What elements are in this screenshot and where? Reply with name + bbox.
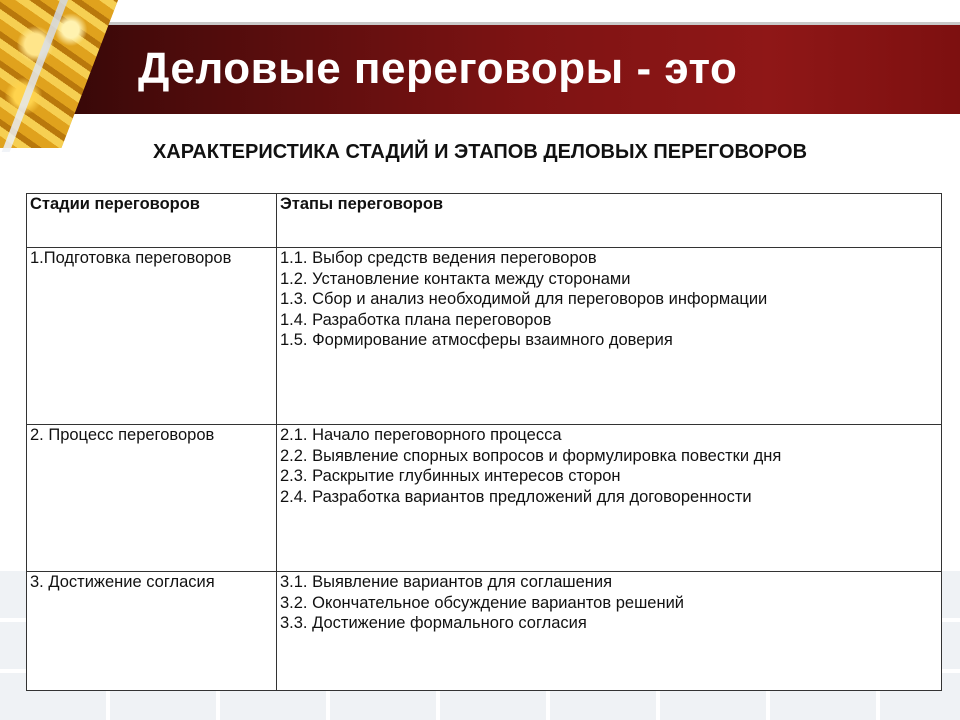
- table-row: [27, 572, 942, 691]
- steps-cell: [277, 425, 942, 572]
- stages-table: [26, 193, 942, 691]
- stage-cell: 2. Процесс переговоров: [27, 425, 277, 572]
- step-item: 1.4. Разработка плана переговоров: [280, 310, 552, 329]
- steps-cell: [277, 248, 942, 425]
- step-item: 2.2. Выявление спорных вопросов и формулировка повестки дня: [280, 446, 782, 465]
- table-header-row: [27, 194, 942, 248]
- step-item: 3.1. Выявление вариантов для соглашения: [280, 573, 613, 591]
- steps-cell: [277, 572, 942, 691]
- step-item: 3.2. Окончательное обсуждение вариантов решений: [280, 593, 685, 612]
- slide-subtitle: ХАРАКТЕРИСТИКА СТАДИЙ И ЭТАПОВ ДЕЛОВЫХ ПЕРЕГОВОРОВ: [152, 141, 808, 163]
- stage-cell: 3. Достижение согласия: [27, 572, 277, 691]
- stage-cell: 1.Подготовка переговоров: [27, 248, 277, 425]
- slide-title: Деловые переговоры - это: [138, 44, 738, 93]
- step-item: 2.1. Начало переговорного процесса: [280, 426, 562, 444]
- step-item: 2.3. Раскрытие глубинных интересов сторон: [280, 467, 621, 485]
- header-stages: Стадии переговоров: [27, 194, 277, 248]
- step-item: 3.3. Достижение формального согласия: [280, 614, 587, 632]
- table-row: [27, 248, 942, 425]
- table-row: [27, 425, 942, 572]
- header-steps: Этапы переговоров: [277, 194, 942, 248]
- step-item: 1.3. Сбор и анализ необходимой для переговоров информации: [280, 290, 768, 308]
- step-item: 1.2. Установление контакта между сторонами: [280, 269, 631, 288]
- banner-top-line: [0, 22, 960, 25]
- step-item: 1.1. Выбор средств ведения переговоров: [280, 249, 597, 267]
- step-item: 1.5. Формирование атмосферы взаимного доверия: [280, 331, 673, 349]
- step-item: 2.4. Разработка вариантов предложений для договоренности: [280, 487, 752, 506]
